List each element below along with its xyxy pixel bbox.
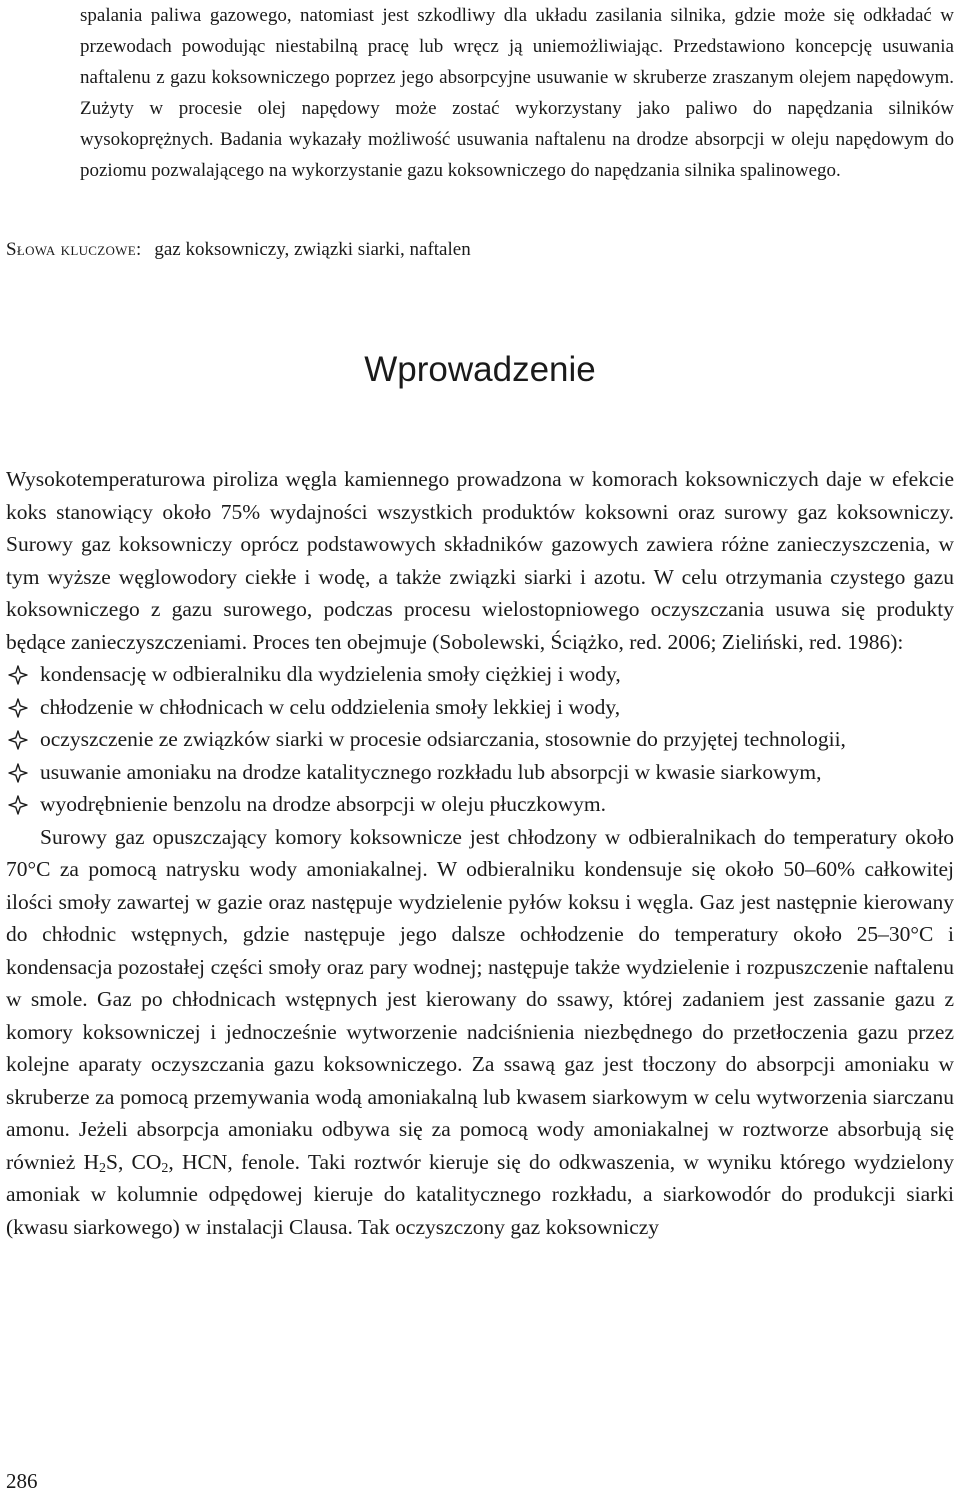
subscript: 2: [161, 1160, 169, 1176]
paragraph-intro: Wysokotemperaturowa piroliza węgla kamiennego prowadzona w komorach koksowniczych daje w efekcie koks stanowiący około 75% wydajności wszystkich produktów koksowni oraz surowy gaz koksowniczy. Surowy gaz koksowniczy oprócz podstawowych składników gazowych zawiera różne zanieczyszczenia, w tym wyższe węglowodory ciekłe i wodę, a także związki siarki i azotu. W celu otrzymania czystego gazu koksowniczego z gazu surowego, podczas procesu wielostopniowego oczyszczania usuwa się produkty będące zanieczyszczeniami. Proces ten obejmuje (Sobolewski, Ściążko, red. 2006; Zieliński, red. 1986):: [6, 467, 954, 654]
subscript: 2: [98, 1160, 106, 1176]
paragraph-text: S, CO: [105, 1149, 162, 1174]
four-point-star-icon: [8, 730, 28, 750]
list-item: [6, 658, 954, 691]
paragraph-text: Surowy gaz opuszczający komory koksownicze jest chłodzony w odbieralnikach do temperatury około 70°C za pomocą natrysku wody amoniakalnej. W odbieralniku kondensuje się około 50–60% całkowitej ilości smoły zawartej w gazie oraz następuje wydzielenie pyłów koksu i węgla. Gaz jest następnie kierowany do chłodnic wstępnych, gdzie następuje jego dalsze ochłodzenie do temperatury około 25–30°C i kondensacja pozostałej części smoły oraz pary wodnej; następuje także wydzielenie i rozpuszczenie naftalenu w smole. Gaz po chłodnicach wstępnych jest kierowany do ssawy, której zadaniem jest zassanie gazu z komory koksowniczej i jednocześnie wytworzenie nadciśnienia niezbędnego do przetłoczenia gazu przez kolejne aparaty oczyszczania gazu koksowniczego. Za ssawą gaz jest tłoczony do absorpcji amoniaku w skruberze za pomocą przemywania wodą amoniakalną lub kwasem siarkowym w celu wytworzenia siarczanu amonu. Jeżeli absorpcja amoniaku odbywa się za pomocą wody amoniakalnej w roztworze absorbują się również H: [6, 824, 954, 1174]
list-item: [6, 756, 954, 789]
keywords-line: [6, 234, 946, 265]
section-heading: Wprowadzenie: [364, 350, 596, 389]
list-item-text: usuwanie amoniaku na drodze katalitycznego rozkładu lub absorpcji w kwasie siarkowym,: [40, 759, 822, 784]
process-steps-list: [6, 658, 954, 821]
list-item-text: wyodrębnienie benzolu na drodze absorpcji w oleju płuczkowym.: [40, 792, 606, 816]
section-body: [6, 463, 954, 1243]
page-number: 286: [6, 1469, 38, 1493]
paragraph-gas-cleaning: [6, 821, 954, 1244]
four-point-star-icon: [8, 795, 28, 815]
abstract-text: spalania paliwa gazowego, natomiast jest szkodliwy dla układu zasilania silnika, gdzie może się odkładać w przewodach powodując niestabilną pracę lub wręcz ją uniemożliwiając. Przedstawiono koncepcję usuwania naftalenu z gazu koksowniczego poprzez jego absorpcyjne usuwanie w skruberze zraszanym olejem napędowym. Zużyty w procesie olej napędowy może zostać wykorzystany jako paliwo do napędzania silników wysokoprężnych. Badania wykazały możliwość usuwania naftalenu na drodze absorpcji w oleju napędowym do poziomu pozwalającego na wykorzystanie gazu koksowniczego do napędzania silnika spalinowego.: [80, 5, 954, 181]
four-point-star-icon: [8, 698, 28, 718]
list-item: [6, 723, 954, 756]
keywords-text: gaz koksowniczy, związki siarki, naftalen: [154, 239, 471, 260]
four-point-star-icon: [8, 763, 28, 783]
four-point-star-icon: [8, 665, 28, 685]
list-item-text: chłodzenie w chłodnicach w celu oddzielenia smoły lekkiej i wody,: [40, 694, 621, 719]
list-item-text: kondensację w odbieralniku dla wydzielenia smoły ciężkiej i wody,: [40, 662, 621, 686]
paragraph-text: , HCN, fenole. Taki roztwór kieruje się do odkwaszenia, w wyniku którego wydzielony amoniak w kolumnie odpędowej kieruje do katalitycznego rozkładu, a siarkowodór do produkcji siarki (kwasu siarkowego) w instalacji Clausa. Tak oczyszczony gaz koksowniczy: [6, 1149, 955, 1239]
list-item: [6, 691, 954, 724]
list-item: [6, 788, 954, 821]
keywords-label: Słowa kluczowe:: [6, 239, 142, 260]
list-item-text: oczyszczenie ze związków siarki w procesie odsiarczania, stosownie do przyjętej technologii,: [40, 727, 846, 751]
